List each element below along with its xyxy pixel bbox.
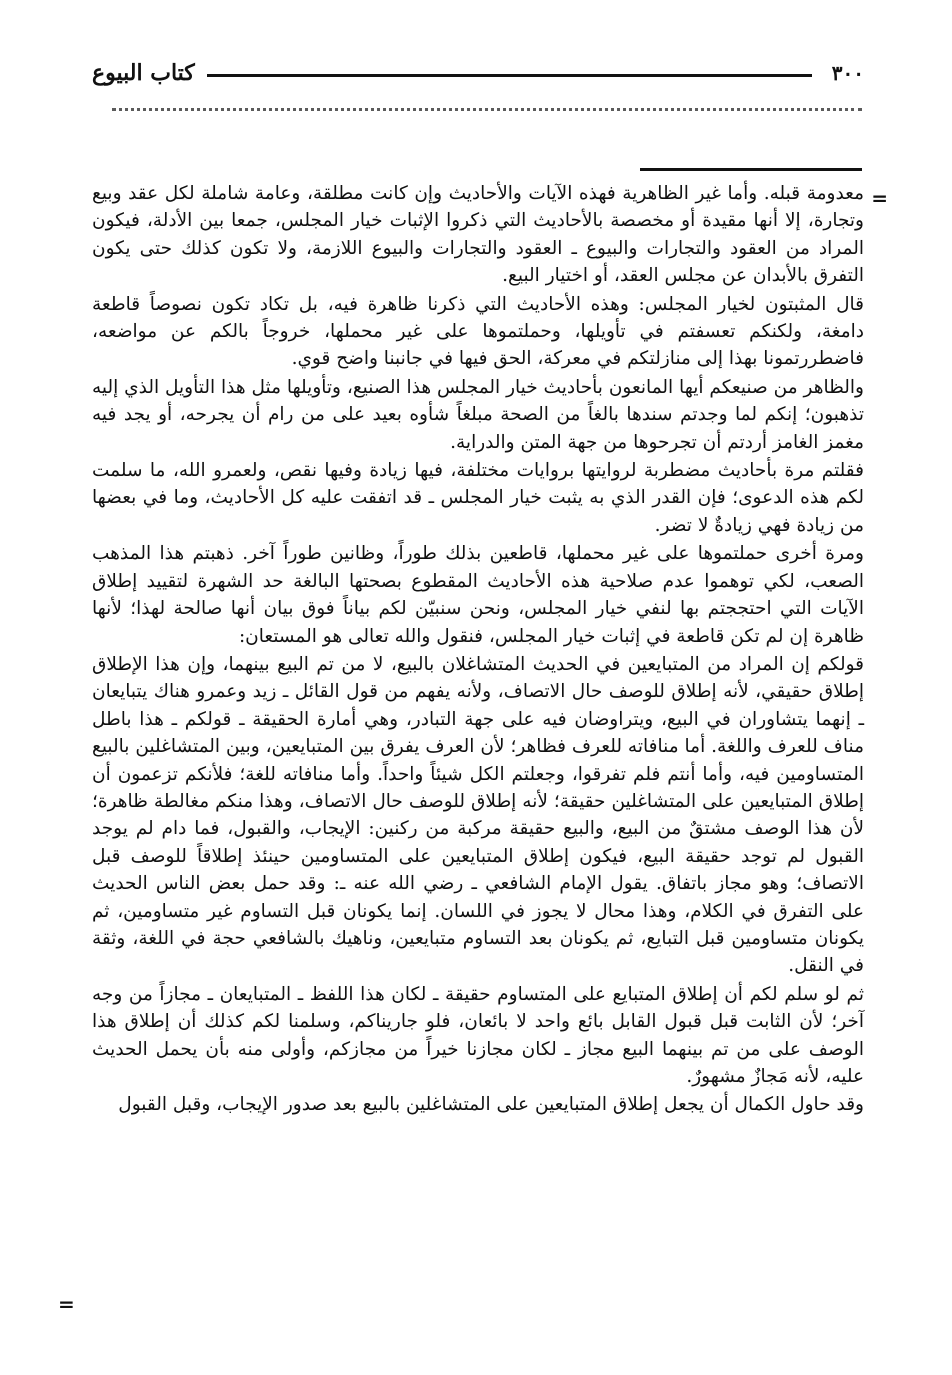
paragraph: والظاهر من صنيعكم أيها المانعون بأحاديث خيار المجلس هذا الصنيع، وتأويلها مثل هذا التأويل الذي إليه تذهبون؛ إنكم لما وجدتم سندها بالغاً من الصحة مبلغاً شأوه بعيد على من رام أن يجرحه، أو يجد فيه مغمز الغامز أردتم أن تجرحوها من جهة المتن والدراية. (92, 376, 864, 453)
paragraph: قال المثبتون لخيار المجلس: وهذه الأحاديث التي ذكرنا ظاهرة فيه، بل تكاد تكون نصوصاً قاطعة دامغة، ولكنكم تعسفتم في تأويلها، وحملتموها على غير محملها، خروجاً بالكم عن مواضعه، فاضطررتمونا بهذا إلى منازلتكم في معركة، الحق فيها في جانبنا واضح قوي. (92, 293, 864, 370)
paragraph: وقد حاول الكمال أن يجعل إطلاق المتبايعين على المتشاغلين بالبيع بعد صدور الإيجاب، وقبل القبول (118, 1094, 864, 1116)
paragraph: ومرة أخرى حملتموها على غير محملها، قاطعين بذلك طوراً، وظانين طوراً آخر. ذهبتم هذا المذهب الصعب، لكي توهموا عدم صلاحية هذه الأحاديث المقطوع بصحتها البالغة حد الشهرة لتقييد إطلاق الآيات التي احتججتم بها لنفي خيار المجلس، ونحن سنبيّن لكم بياناً فوق بيان أنها صالحة لهذا؛ لأنها ظاهرة إن لم تكن قاطعة في إثبات خيار المجلس، فنقول والله تعالى هو المستعان: (92, 543, 864, 647)
paragraph: معدومة قبله. وأما غير الظاهرية فهذه الآيات والأحاديث وإن كانت مطلقة، وعامة شاملة لكل عقد وبيع وتجارة، إلا أنها مقيدة أو مخصصة بالأحاديث التي ذكروا الإثبات خيار المجلس، جمعا بين الأدلة، فيكون المراد من العقود والتجارات والبيوع ـ العقود والتجارات والبيوع اللازمة، ولا تكون كذلك حتى يكون التفرق بالأبدان عن مجلس العقد، أو اختيار البيع. (92, 183, 864, 287)
paragraph: قولكم إن المراد من المتبايعين في الحديث المتشاغلان بالبيع، لا من تم البيع بينهما، وإن هذا الإطلاق إطلاق حقيقي، لأنه إطلاق للوصف حال الاتصاف، ولأنه يفهم من قول القائل ـ زيد وعمرو هناك يتبايعان ـ إنهما يتشاوران في البيع، ويتراوضان فيه على جهة التبادر، وهي أمارة الحقيقة ـ قولكم ـ هذا باطل مناف للعرف واللغة. أما منافاته للعرف فظاهر؛ لأن العرف يفرق بين المتبايعين، وبين المتشاغلين بالبيع المتساومين فيه، وأما أنتم فلم تفرقوا، وجعلتم الكل شيئاً واحداً. وأما منافاته للغة؛ فلأنكم تزعمون أن إطلاق المتبايعين على المتشاغلين حقيقة؛ لأنه إطلاق للوصف حال الاتصاف، وهذا منكم مغالطة ظاهرة؛ لأن هذا الوصف مشتقٌ من البيع، والبيع حقيقة مركبة من ركنين: الإيجاب، والقبول، فما دام لم يوجد القبول لم توجد حقيقة البيع، فيكون إطلاق المتبايعين على المتساومين حينئذ إطلاقاً للوصف قبل الاتصاف؛ وهو مجاز باتفاق. يقول الإمام الشافعي ـ رضي الله عنه ـ: وقد حمل بعض الناس الحديث على التفرق في الكلام، وهذا محال لا يجوز في اللسان. إنما يكونان قبل التساوم غير متساومين، ثم يكونان متساومين قبل التبايع، ثم يكونان بعد التساوم متبايعين، وناهيك بالشافعي حجة في اللغة، وثقة في النقل. (92, 653, 864, 977)
page-number: ٣٠٠ (831, 61, 864, 85)
footnote-rule (640, 168, 862, 171)
continuation-mark-start: = (871, 186, 888, 210)
continuation-mark-end: = (58, 1292, 75, 1316)
footnote-body (92, 180, 864, 1119)
header-rule (207, 74, 812, 77)
page-header (92, 58, 864, 88)
paragraph: ثم لو سلم لكم أن إطلاق المتبايع على المتساوم حقيقة ـ لكان هذا اللفظ ـ المتبايعان ـ مجازاً من وجه آخر؛ لأن الثابت قبل قبول القابل بائع واحد لا بائعان، فلو جاريناكم، وسلمنا لكم كذلك أن إطلاق هذا الوصف على من تم بينهما البيع مجاز ـ لكان مجازنا خيراً من مجازكم، وأولى منه بأن يحمل الحديث عليه، لأنه مَجازٌ مشهورٌ. (92, 983, 864, 1087)
dotted-separator (112, 108, 862, 131)
book-title: كتاب البيوع (92, 60, 195, 86)
paragraph: فقلتم مرة بأحاديث مضطربة لروايتها بروايات مختلفة، فيها زيادة وفيها نقص، ولعمرو الله، ما سلمت لكم هذه الدعوى؛ فإن القدر الذي به يثبت خيار المجلس ـ قد اتفقت عليه كل الأحاديث، وما في بعضها من زيادة فهي زيادةٌ لا تضر. (92, 460, 864, 536)
